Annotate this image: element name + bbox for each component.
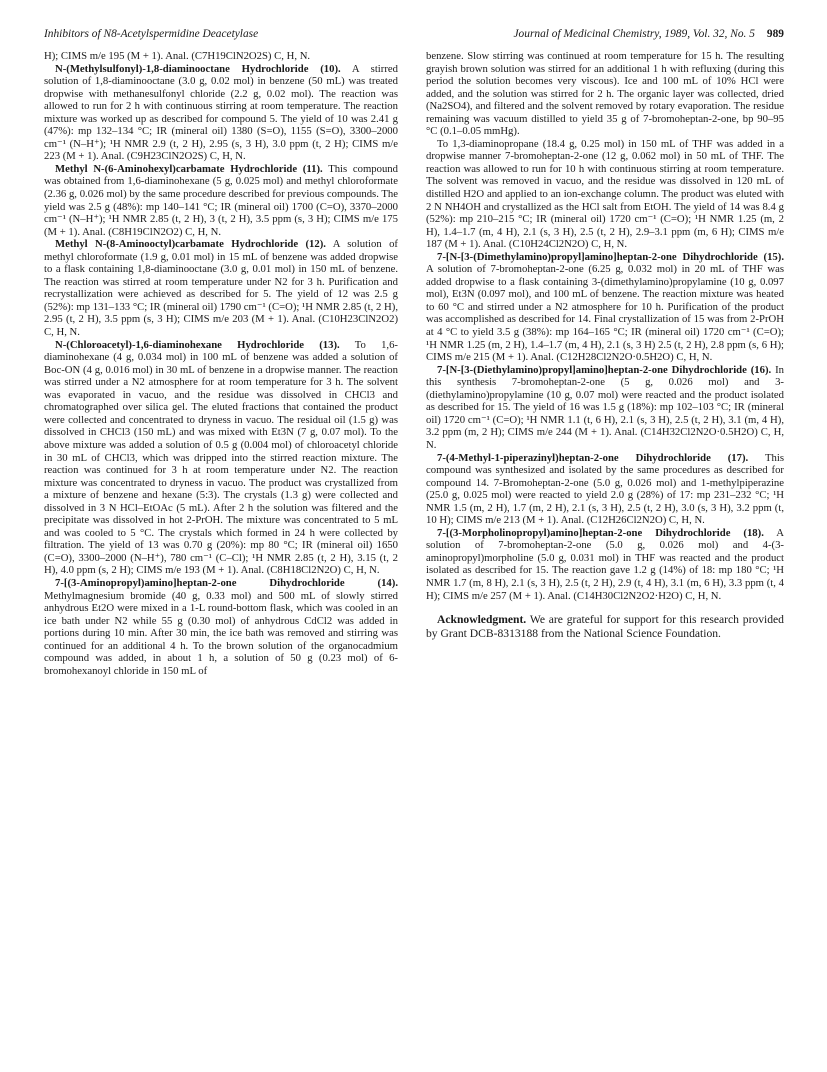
running-header: [44, 28, 784, 44]
journal-citation: [514, 28, 785, 40]
paragraph: [426, 452, 784, 527]
compound-name: 7-(4-Methyl-1-piperazinyl)heptan-2-one Dihydrochloride (17).: [437, 451, 749, 464]
paragraph: [44, 163, 398, 238]
left-column: [44, 50, 398, 677]
compound-name: N-(Methylsulfonyl)-1,8-diaminooctane Hydrochloride (10).: [55, 62, 341, 75]
paragraph-text: benzene. Slow stirring was continued at room temperature for 15 h. The resulting grayish brown solution was stirred for an additional 1 h with refluxing (during this period the solution becomes very viscous). Ice and 100 mL of 10% HCl were added, and the solution was stirred for 2 h. The organic layer was collected, dried (Na2SO4), and filtered and the solvent removed by rotary evaporation. The residue remaining was vacuum distilled to yield 35 g of 7-bromoheptan-2-one, bp 90–95 °C (0.1–0.05 mmHg).: [426, 50, 784, 138]
paragraph: [426, 50, 784, 138]
compound-name: N-(Chloroacetyl)-1,6-diaminohexane Hydrochloride (13).: [55, 338, 340, 351]
paragraph-text: H); CIMS m/e 195 (M + 1). Anal. (C7H19ClN2O2S) C, H, N.: [44, 50, 311, 62]
paragraph: [44, 50, 398, 63]
compound-name: 7-[N-[3-(Dimethylamino)propyl]amino]heptan-2-one Dihydrochloride (15).: [437, 250, 784, 263]
paragraph-text: To 1,6-diaminohexane (4 g, 0.034 mol) in 100 mL of benzene was added a solution of Boc-ON (4 g, 0.016 mol) in 30 mL of benzene in a dropwise manner. The reaction was stirred under a N2 atmosphere for at room temperature for 3 h. The solvent was evaporated in vacuo, and the residue was dissolved in CHCl3 and chromatographed over silica gel. The eluted fractions that contained the product were collected and concentrated to dryness in vacuo. The residual oil (1.5 g) was dissolved in CHCl3 (150 mL) and was mixed with Et3N (7 g, 0.07 mol). To the above mixture was added a solution of 0.5 g (0.004 mol) of chloroacetyl chloride in 30 mL of CHCl3, which was dripped into the stirred reaction mixture. The reaction was continued for 3 h at room temperature under N2. The reaction mixture was concentrated to dryness in vacuo. The product was crystallized from a mixture of benzene and hexane (5:3). The crystals (1.3 g) were collected and dissolved in 3 N HCl–EtOAc (5 mL). After 2 h the solution was filtered and the precipitate was dissolved in hot 2-PrOH. The mixture was concentrated to 5 mL and was cooled to 5 °C. The crystals which formed in 24 h were collected by filtration. The yield of 13 was 0.70 g (20%): mp 80 °C; IR (mineral oil) 1650 (C=O), 3300–2000 (N–H⁺), 780 cm⁻¹ (C–Cl); ¹H NMR 2.85 (t, 2 H), 3.15 (t, 2 H), 4.0 ppm (s, 2 H); CIMS m/e 193 (M + 1). Anal. (C8H18Cl2N2O) C, H, N.: [44, 338, 398, 577]
journal-name: Journal of Medicinal Chemistry, 1989, Vol. 32, No. 5: [513, 28, 755, 40]
paragraph: [44, 577, 398, 677]
paragraph-text: This compound was obtained from 1,6-diaminohexane (5 g, 0.025 mol) and methyl chloroformate (2.36 g, 0.026 mol) by the same procedure described for previous compounds. The yield was 2.5 g (48%): mp 140–141 °C; IR (mineral oil) 1700 (C=O), 3370–2000 cm⁻¹ (N–H⁺); ¹H NMR 2.85 (t, 2 H), 3 (t, 2 H), 3.5 ppm (s, 3 H); CIMS m/e 175 (M + 1). Anal. (C8H19ClN2O2) C, H, N.: [44, 162, 398, 238]
paragraph-text: A stirred solution of 1,8-diaminooctane (3.0 g, 0.02 mol) in benzene (50 mL) was treated dropwise with methanesulfonyl chloride (2.2 g, 0.02 mol). The reaction was allowed to run for 2 h with continuous stirring at room temperature. The reaction mixture was worked up as described for compound 5. The yield of 10 was 2.41 g (47%): mp 132–134 °C; IR (mineral oil) 1380 (S=O), 1155 (S=O), 3300–2000 cm⁻¹ (N–H⁺); ¹H NMR 2.9 (t, 2 H), 2.95 (s, 3 H), 3.0 ppm (t, 2 H); CIMS m/e 223 (M + 1). Anal. (C9H23ClN2O2S) C, H, N.: [44, 62, 398, 163]
compound-name: Methyl N-(8-Aminooctyl)carbamate Hydrochloride (12).: [55, 238, 326, 251]
compound-name: 7-[(3-Morpholinopropyl)amino]heptan-2-one Dihydrochloride (18).: [437, 526, 764, 539]
paragraph: [426, 364, 784, 452]
paragraph-text: To 1,3-diaminopropane (18.4 g, 0.25 mol) in 150 mL of THF was added in a dropwise manner 7-bromoheptan-2-one (12 g, 0.062 mol) in 50 mL of THF. The reaction was allowed to run for 10 h with continuous stirring at room temperature. The solvent was removed in vacuo, and the residue was dissolved in 120 mL of distilled H2O and applied to an ion-exchange column. The product was eluted with 2 N NH4OH and crystallized as the HCl salt from EtOH. The yield of 14 was 8.4 g (52%): mp 210–215 °C; IR (mineral oil) 1720 cm⁻¹ (C=O); ¹H NMR 1.25 (m, 2 H), 1.4–1.7 (m, 4 H), 2.1 (s, 3 H), 2.5 (t, 2 H), 2.9–3.1 ppm (m, 6 H); CIMS m/e 187 (M + 1). Anal. (C10H24Cl2N2O) C, H, N.: [426, 137, 784, 251]
paragraph-text: Methylmagnesium bromide (40 g, 0.33 mol) and 500 mL of slowly stirred anhydrous Et2O were mixed in a 1-L round-bottom flask, which was cooled in an ice bath under N2 while 55 g (0.30 mol) of anhydrous CdCl2 was added in portions during 10 min. After 30 min, the ice bath was removed and stirring was continued for an additional 4 h. To the brown solution of the organocadmium compound was added, in about 1 h, a solution of 50 g (0.23 mol) of 6-bromohexanoyl chloride in 150 mL of: [44, 589, 398, 677]
right-column: [426, 50, 784, 641]
paragraph: [426, 527, 784, 602]
paragraph: [426, 251, 784, 364]
running-title: Inhibitors of N8-Acetylspermidine Deacetylase: [44, 28, 259, 40]
compound-name: Methyl N-(6-Aminohexyl)carbamate Hydrochloride (11).: [55, 162, 323, 175]
paragraph-text: A solution of methyl chloroformate (1.9 g, 0.01 mol) in 15 mL of benzene was added dropwise to a flask containing 1,8-diaminooctane (3.0 g, 0.01 mol) in 150 mL of benzene. The reaction was stirred at room temperature under N2 for 3 h. Purification and recrystallization were achieved as described for 5. The yield of 12 was 2.5 g (52%): mp 131–133 °C; IR (mineral oil) 1790 cm⁻¹ (C=O); ¹H NMR 2.85 (t, 2 H), 2.95 (t, 2 H), 3.5 ppm (s, 3 H); CIMS m/e 203 (M + 1). Anal. (C10H23ClN2O2) C, H, N.: [44, 238, 398, 339]
paragraph: [44, 339, 398, 577]
acknowledgment-title: Acknowledgment.: [437, 613, 527, 627]
acknowledgment-text: We are grateful for support for this research provided by Grant DCB-8313188 from the National Science Foundation.: [426, 613, 784, 641]
paragraph-text: A solution of 7-bromoheptan-2-one (6.25 g, 0.032 mol) in 20 mL of THF was added dropwise to a flask containing 3-(dimethylamino)propylamine (10 g, 0.097 mol), Et3N (0.097 mol), and 100 mL of benzene. The reaction mixture was heated to 60 °C and stirred under a N2 atmosphere for 10 h. Purification of the product was accomplished as described for 14. Final crystallization of 15 was from 2-PrOH at 4 °C to yield 3.5 g (38%): mp 164–165 °C; IR (mineral oil) 1720 cm⁻¹ (C=O); ¹H NMR 1.25 (m, 2 H), 1.4–1.7 (m, 4 H), 2.1 (s, 3 H) 2.5 (t, 2 H), 2.8 ppm (s, 6 H); CIMS m/e 215 (M + 1). Anal. (C12H28Cl2N2O·0.5H2O) C, H, N.: [426, 263, 784, 364]
paragraph-text: A solution of 7-bromoheptan-2-one (5.0 g, 0.026 mol) and 4-(3-aminopropyl)morpholine (5.0 g, 0.031 mol) in THF was reacted and the product isolated as described for 15. The reaction gave 1.2 g (14%) of 18: mp 180 °C; ¹H NMR 1.7 (m, 8 H), 2.1 (s, 3 H), 2.5 (t, 2 H), 2.9 (t, 4 H), 3.1 (m, 6 H), 3.3 ppm (t, 4 H); CIMS m/e 257 (M + 1). Anal. (C14H30Cl2N2O2·H2O) C, H, N.: [426, 526, 784, 602]
compound-name: 7-[N-[3-(Diethylamino)propyl]amino]heptan-2-one Dihydrochloride (16).: [437, 363, 772, 376]
compound-name: 7-[(3-Aminopropyl)amino]heptan-2-one Dihydrochloride (14).: [55, 576, 398, 589]
paragraph: [44, 238, 398, 338]
paragraph-text: In this synthesis 7-bromoheptan-2-one (5 g, 0.026 mol) and 3-(diethylamino)propylamine (10 g, 0.07 mol) were reacted and the product isolated as described for 15. The yield of 16 was 1.5 g (18%): mp 102–103 °C; IR (mineral oil) 1720 cm⁻¹ (C=O); ¹H NMR 1.1 (t, 6 H), 2.1 (s, 3 H), 2.5 (t, 2 H), 3.1 (m, 4 H), 3.2 ppm (m, 2 H); CIMS m/e 244 (M + 1). Anal. (C14H32Cl2N2O·0.5H2O) C, H, N.: [426, 363, 785, 451]
paragraph: [426, 138, 784, 251]
page-number: 989: [766, 28, 784, 40]
paragraph-text: This compound was synthesized and isolated by the same procedures as described for compound 14. 7-Bromoheptan-2-one (5.0 g, 0.026 mol) and 1-methylpiperazine (25.0 g, 0.025 mol) were reacted to yield 2.0 g (28%) of 17: mp 231–232 °C; ¹H NMR 1.5 (m, 2 H), 1.7 (m, 2 H), 2.1 (s, 3 H), 2.5 (t, 2 H), 3.0 (s, 3 H), 3.2 ppm (t, 10 H); CIMS m/e 213 (M + 1). Anal. (C12H26Cl2N2O) C, H, N.: [426, 451, 784, 527]
paragraph: [44, 63, 398, 163]
acknowledgment: [426, 613, 784, 641]
